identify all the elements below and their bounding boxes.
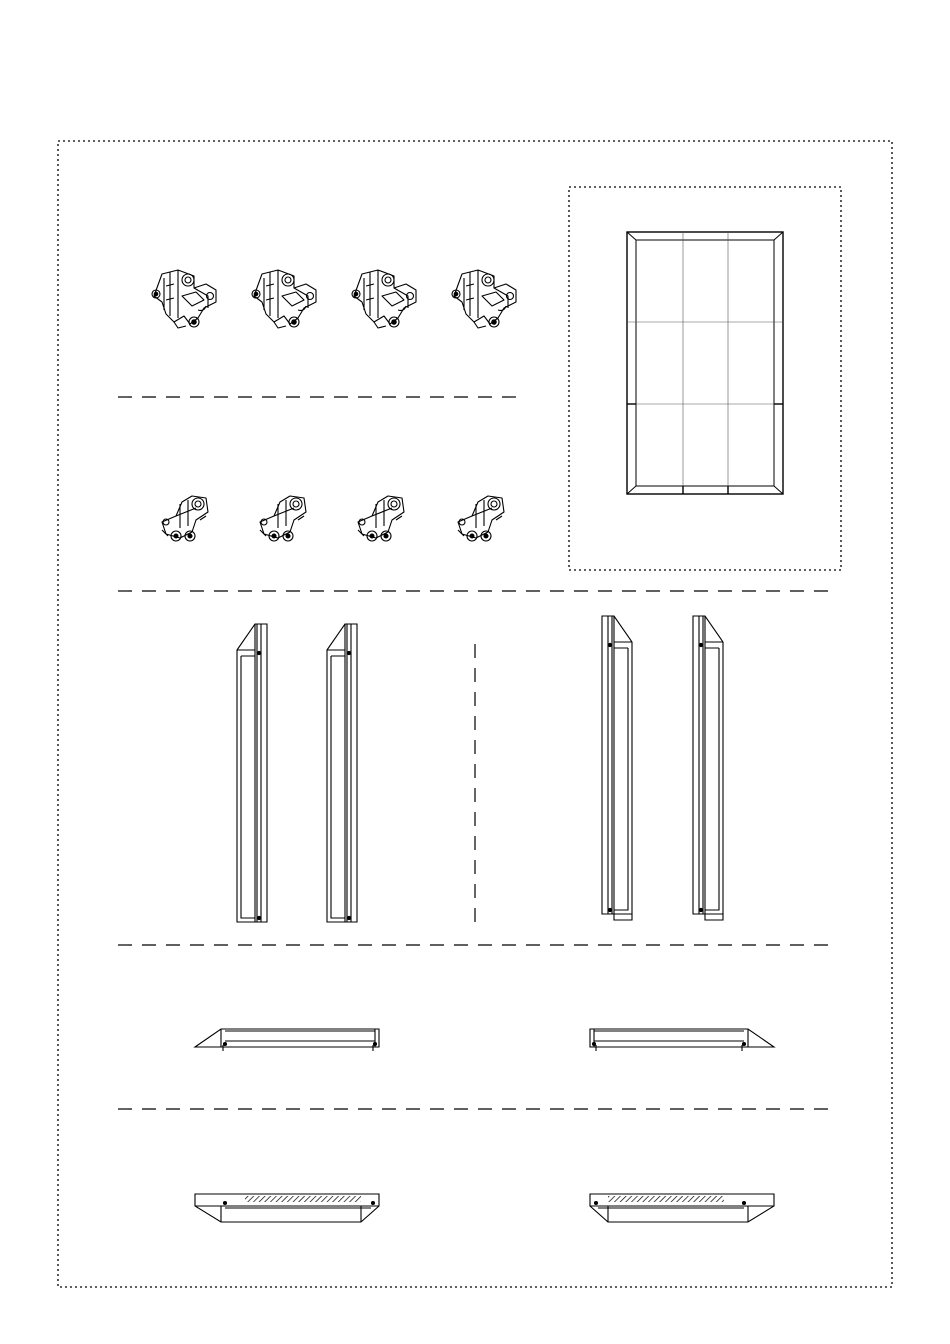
side-bracket-icon	[260, 496, 306, 541]
vertical-rail-icon	[693, 616, 723, 920]
corner-bracket-icon	[352, 270, 416, 328]
vertical-rail-icon	[237, 624, 267, 922]
sheet-border	[58, 141, 892, 1287]
corner-bracket-group	[152, 270, 516, 328]
corner-bracket-icon	[452, 270, 516, 328]
side-bracket-icon	[458, 496, 504, 541]
vertical-rail-group-left	[237, 624, 357, 922]
side-bracket-group	[162, 496, 504, 541]
panel-frame-icon	[627, 232, 783, 494]
corner-bracket-icon	[252, 270, 316, 328]
side-bracket-icon	[162, 496, 208, 541]
hatched-rail-icon	[590, 1194, 774, 1222]
horizontal-rail-icon	[195, 1029, 379, 1051]
vertical-rail-group-right	[602, 616, 723, 920]
corner-bracket-icon	[152, 270, 216, 328]
vertical-rail-icon	[327, 624, 357, 922]
side-bracket-icon	[358, 496, 404, 541]
hatched-rail-icon	[195, 1194, 379, 1222]
horizontal-rail-icon	[590, 1029, 774, 1051]
panel-box-border	[569, 187, 841, 570]
vertical-rail-icon	[602, 616, 632, 920]
